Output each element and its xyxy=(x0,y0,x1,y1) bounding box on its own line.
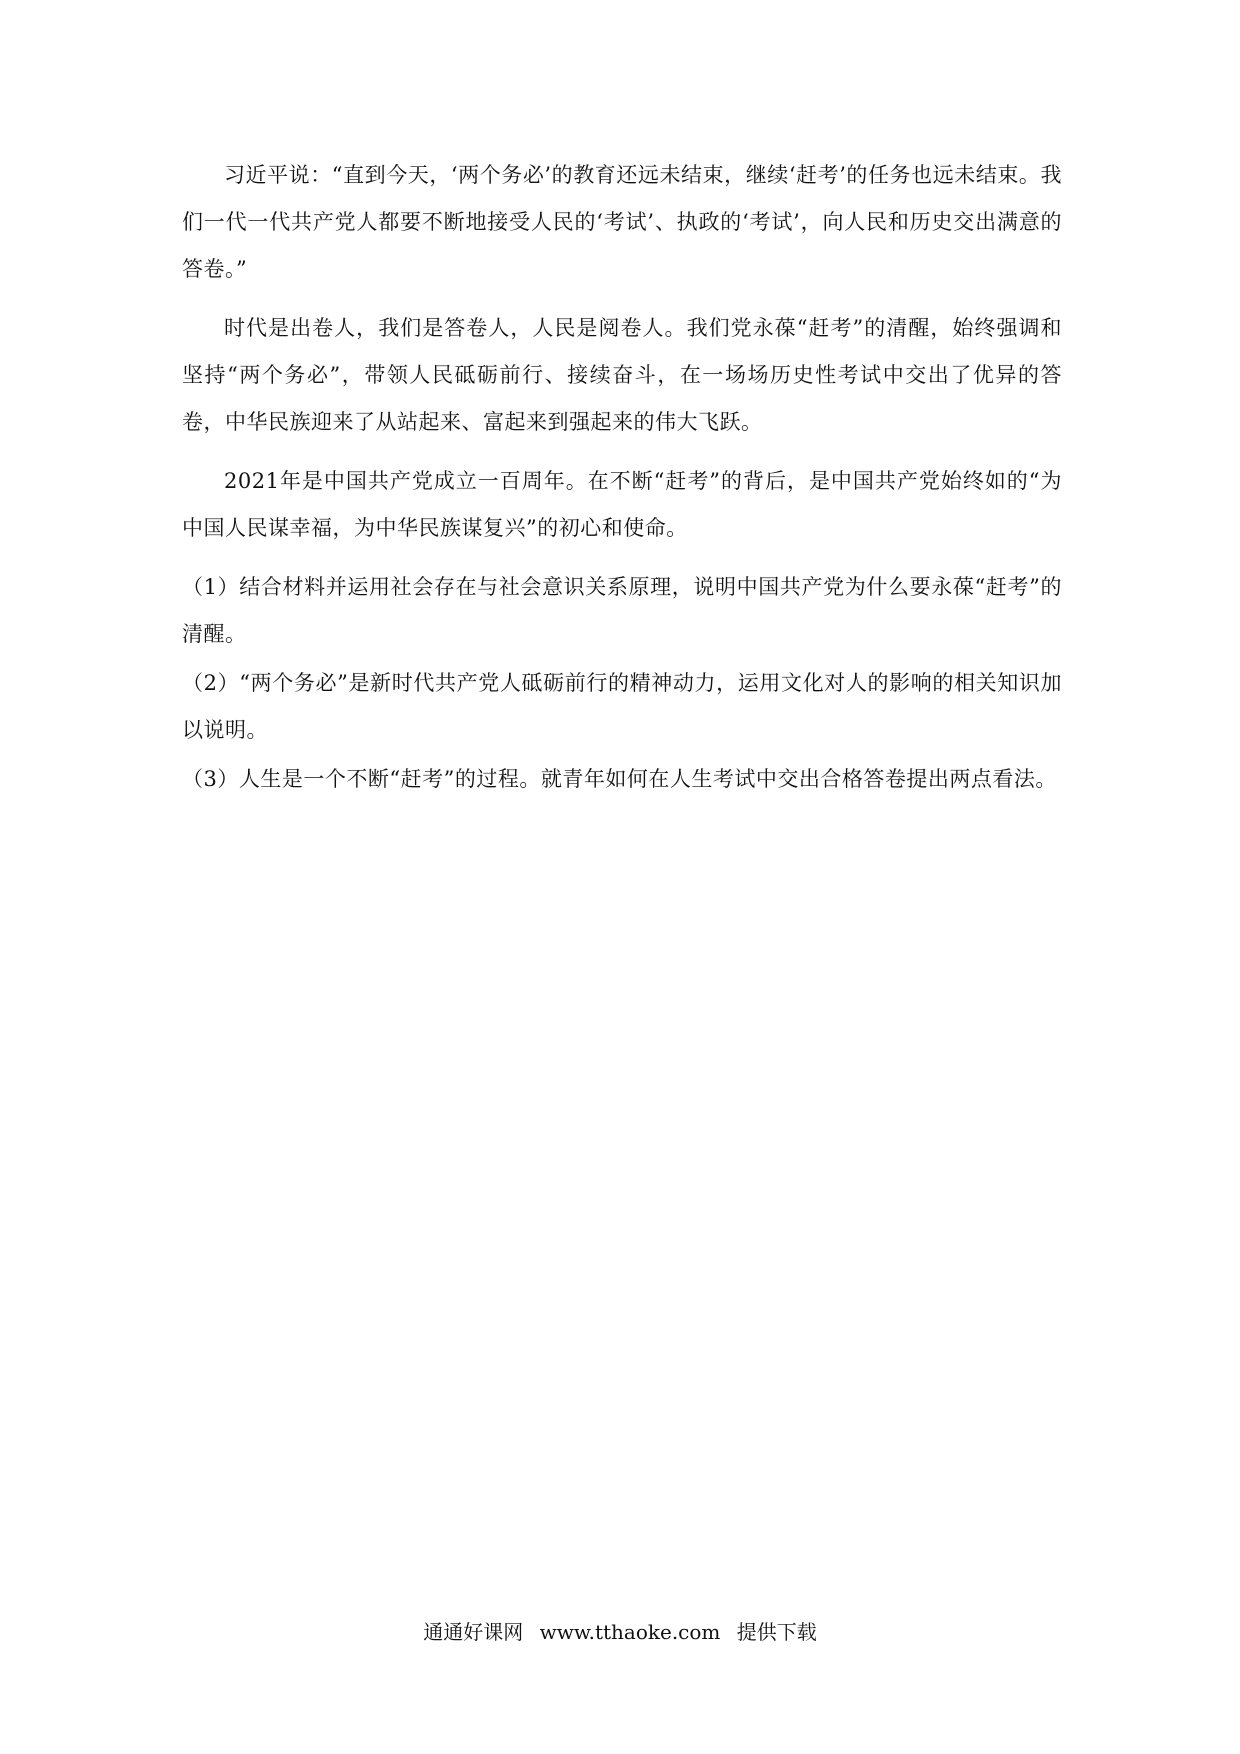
document-body xyxy=(182,152,1062,805)
material-paragraph-3: 2021年是中国共产党成立一百周年。在不断“赶考”的背后，是中国共产党始终如的“为中国人民谋幸福，为中华民族谋复兴”的初心和使命。 xyxy=(182,469,1062,540)
question-1: （1）结合材料并运用社会存在与社会意识关系原理，说明中国共产党为什么要永葆“赶考”的清醒。 xyxy=(182,575,1062,646)
footer-site-name: 通通好课网 xyxy=(423,1620,524,1644)
question-2: （2）“两个务必”是新时代共产党人砥砺前行的精神动力，运用文化对人的影响的相关知识加以说明。 xyxy=(182,671,1062,742)
question-3: （3）人生是一个不断“赶考”的过程。就青年如何在人生考试中交出合格答卷提出两点看法。 xyxy=(182,767,1057,791)
footer-suffix: 提供下载 xyxy=(736,1620,817,1644)
footer-url: www.tthaoke.com xyxy=(539,1620,721,1644)
material-paragraph-1: 习近平说：“直到今天，‘两个务必’的教育还远未结束，继续‘赶考’的任务也远未结束。我们一代一代共产党人都要不断地接受人民的‘考试’、执政的‘考试’，向人民和历史交出满意的答卷。” xyxy=(182,163,1062,281)
material-paragraph-2: 时代是出卷人，我们是答卷人，人民是阅卷人。我们党永葆“赶考”的清醒，始终强调和坚持“两个务必”，带领人民砥砺前行、接续奋斗，在一场场历史性考试中交出了优异的答卷，中华民族迎来了从站起来、富起来到强起来的伟大飞跃。 xyxy=(182,316,1062,434)
page-footer xyxy=(0,1618,1240,1646)
